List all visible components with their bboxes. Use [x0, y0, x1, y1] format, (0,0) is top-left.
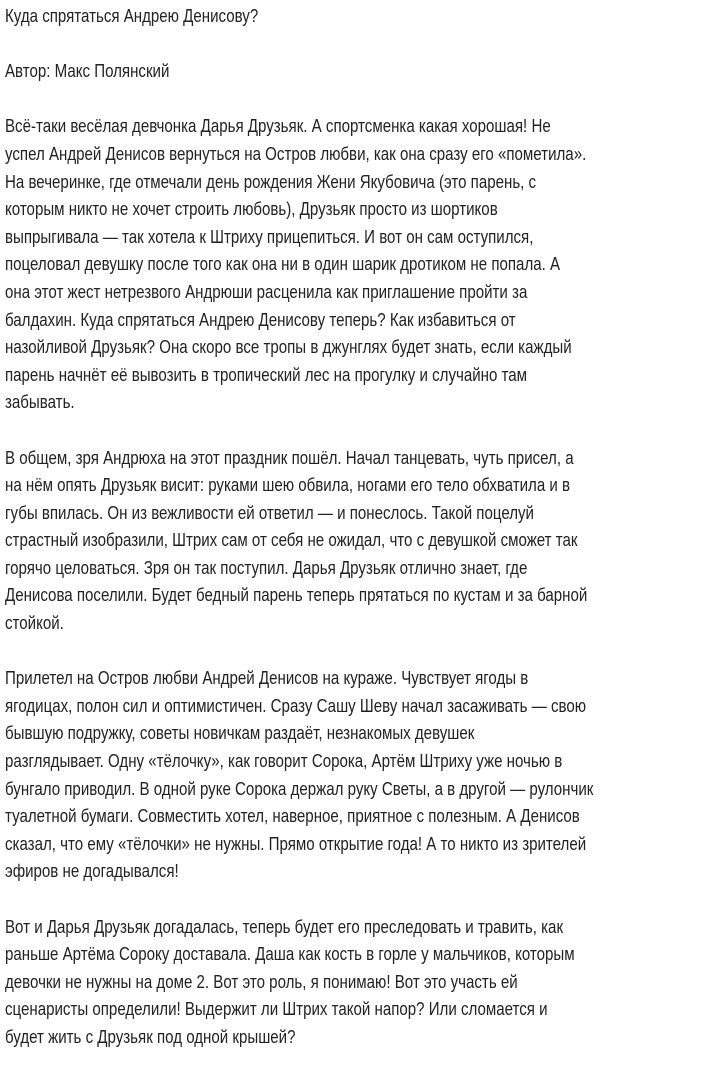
article-title: Куда спрятаться Андрею Денисову? — [5, 5, 259, 26]
article-author: Автор: Макс Полянский — [5, 60, 170, 82]
text-line: она этот жест нетрезвого Андрюши расценила как приглашение пройти за — [5, 280, 528, 302]
text-line: ягодицах, полон сил и оптимистичен. Сразу Сашу Шеву начал засаживать — свою — [5, 694, 587, 716]
text-line: на нём опять Друзьяк висит: руками шею обвила, ногами его тело обхватила и в — [5, 474, 571, 496]
text-line: назойливой Друзьяк? Она скоро все тропы в джунглях будет знать, если каждый — [5, 336, 572, 358]
text-line: бунгало приводил. В одной руке Сорока держал руку Светы, а в другой — рулончик — [5, 777, 594, 799]
paragraph-3 — [5, 664, 702, 885]
text-line: туалетной бумаги. Совместить хотел, наверное, приятное с полезным. А Денисов — [5, 805, 580, 827]
text-line: забывать. — [5, 391, 75, 413]
text-line: Денисова поселили. Будет бедный парень теперь прятаться по кустам и за барной — [5, 584, 588, 606]
text-line: которым никто не хочет строить любовь), Друзьяк просто из шортиков — [5, 198, 498, 220]
text-line: будет жить с Друзьяк под одной крышей? — [5, 1025, 296, 1047]
text-line: выпрыгивала — так хотела к Штриху прицепиться. И вот он сам оступился, — [5, 225, 534, 247]
text-line: парень начнёт её вывозить в тропический лес на прогулку и случайно там — [5, 363, 528, 385]
text-line: поцеловал девушку после того как она ни в один шарик дротиком не попала. А — [5, 253, 561, 275]
text-line: Вот и Дарья Друзьяк догадалась, теперь будет его преследовать и травить, как — [5, 915, 564, 937]
article — [5, 0, 702, 1078]
paragraph-4 — [5, 913, 702, 1051]
text-line: Прилетел на Остров любви Андрей Денисов на кураже. Чувствует ягоды в — [5, 667, 529, 689]
text-line: девочки не нужны на доме 2. Вот это роль, я понимаю! Вот это участь ей — [5, 970, 518, 992]
text-line: Всё-таки весёлая девчонка Дарья Друзьяк. А спортсменка какая хорошая! Не — [5, 115, 551, 137]
text-line: В общем, зря Андрюха на этот праздник пошёл. Начал танцевать, чуть присел, а — [5, 446, 574, 468]
text-line: На вечеринке, где отмечали день рождения Жени Якубовича (это парень, с — [5, 170, 537, 192]
text-line: стойкой. — [5, 612, 64, 634]
text-line: сценаристы определили! Выдержит ли Штрих такой напор? Или сломается и — [5, 998, 548, 1020]
paragraph-2 — [5, 444, 702, 637]
text-line: разглядывает. Одну «тёлочку», как говорит Сорока, Артём Штриху уже ночью в — [5, 750, 563, 772]
text-line: страстный изобразили, Штрих сам от себя не ожидал, что с девушкой сможет так — [5, 529, 578, 551]
paragraph-1 — [5, 112, 702, 416]
text-line: сказал, что ему «тёлочки» не нужны. Прямо открытие года! А то никто из зрителей — [5, 832, 587, 854]
text-line: балдахин. Куда спрятаться Андрею Денисову теперь? Как избавиться от — [5, 308, 516, 330]
text-line: эфиров не догадывался! — [5, 860, 179, 882]
text-line: губы впилась. Он из вежливости ей ответил — и понеслось. Такой поцелуй — [5, 501, 534, 523]
text-line: бывшую подружку, советы новичкам раздаёт, незнакомых девушек — [5, 722, 475, 744]
text-line: успел Андрей Денисов вернуться на Остров любви, как она сразу его «пометила». — [5, 142, 587, 164]
text-line: горячо целоваться. Зря он так поступил. Дарья Друзьяк отлично знает, где — [5, 556, 528, 578]
text-line: раньше Артёма Сороку доставала. Даша как кость в горле у мальчиков, которым — [5, 943, 575, 965]
